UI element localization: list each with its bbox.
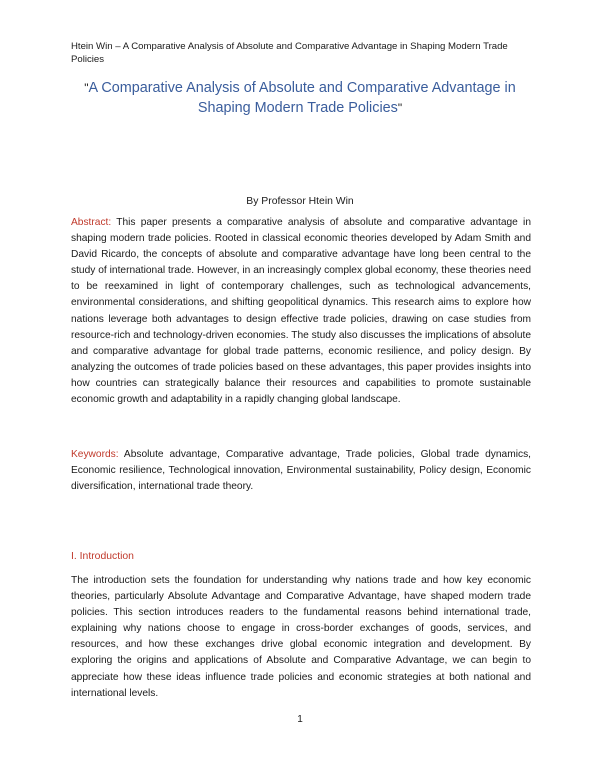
introduction-paragraph: The introduction sets the foundation for understanding why nations trade and how key economic theories, particularly Absolute Advantage and Comparative Advantage, have shaped modern trade policies. This section introduces readers to the fundamental reasons behind international trade, explaining why nations choose to engage in cross-border exchanges of goods, services, and resources, and how these exchanges drive global economic integration and development. By exploring the origins and applications of Absolute and Comparative Advantage, we can begin to appreciate how these ideas influence trade policies and economic strategies at both national and international levels. — [71, 575, 531, 699]
keywords-text: Absolute advantage, Comparative advantage, Trade policies, Global trade dynamics, Economic resilience, Technological innovation, Environmental sustainability, Policy design, Economic diversification, international trade theory. — [71, 449, 531, 493]
keywords-paragraph — [71, 447, 531, 495]
section-heading-introduction: I. Introduction — [71, 551, 134, 562]
author-line: By Professor Htein Win — [246, 196, 354, 207]
keywords-label: Keywords: — [71, 449, 119, 460]
title-open-quote: " — [84, 81, 89, 95]
page-number: 1 — [297, 714, 303, 725]
abstract-paragraph — [71, 215, 531, 408]
title-text: A Comparative Analysis of Absolute and Comparative Advantage in Shaping Modern Trade Policies — [88, 80, 516, 116]
abstract-label: Abstract: — [71, 217, 112, 228]
running-header: Htein Win – A Comparative Analysis of Absolute and Comparative Advantage in Shaping Modern Trade Policies — [71, 41, 508, 65]
abstract-text: This paper presents a comparative analysis of absolute and comparative advantage in shaping modern trade policies. Rooted in classical economic theories developed by Adam Smith and David Ricardo, the concepts of absolute and comparative advantage have long been central to the study of international trade. However, in an increasingly complex global economy, these theories need to be reexamined in light of contemporary challenges, such as technological advancements, environmental considerations, and shifting geopolitical dynamics. This research aims to explore how nations leverage both advantages to design effective trade policies, drawing on case studies from resource-rich and technology-driven economies. The study also discusses the implications of absolute and comparative advantage for global trade patterns, economic resilience, and policy design. By analyzing the outcomes of trade policies based on these advantages, this paper provides insights into how countries can strategically balance their resources and capabilities to promote sustainable economic growth and adaptability in a rapidly changing global landscape. — [71, 217, 531, 406]
paper-title — [60, 78, 540, 118]
title-close-quote: " — [397, 101, 403, 115]
